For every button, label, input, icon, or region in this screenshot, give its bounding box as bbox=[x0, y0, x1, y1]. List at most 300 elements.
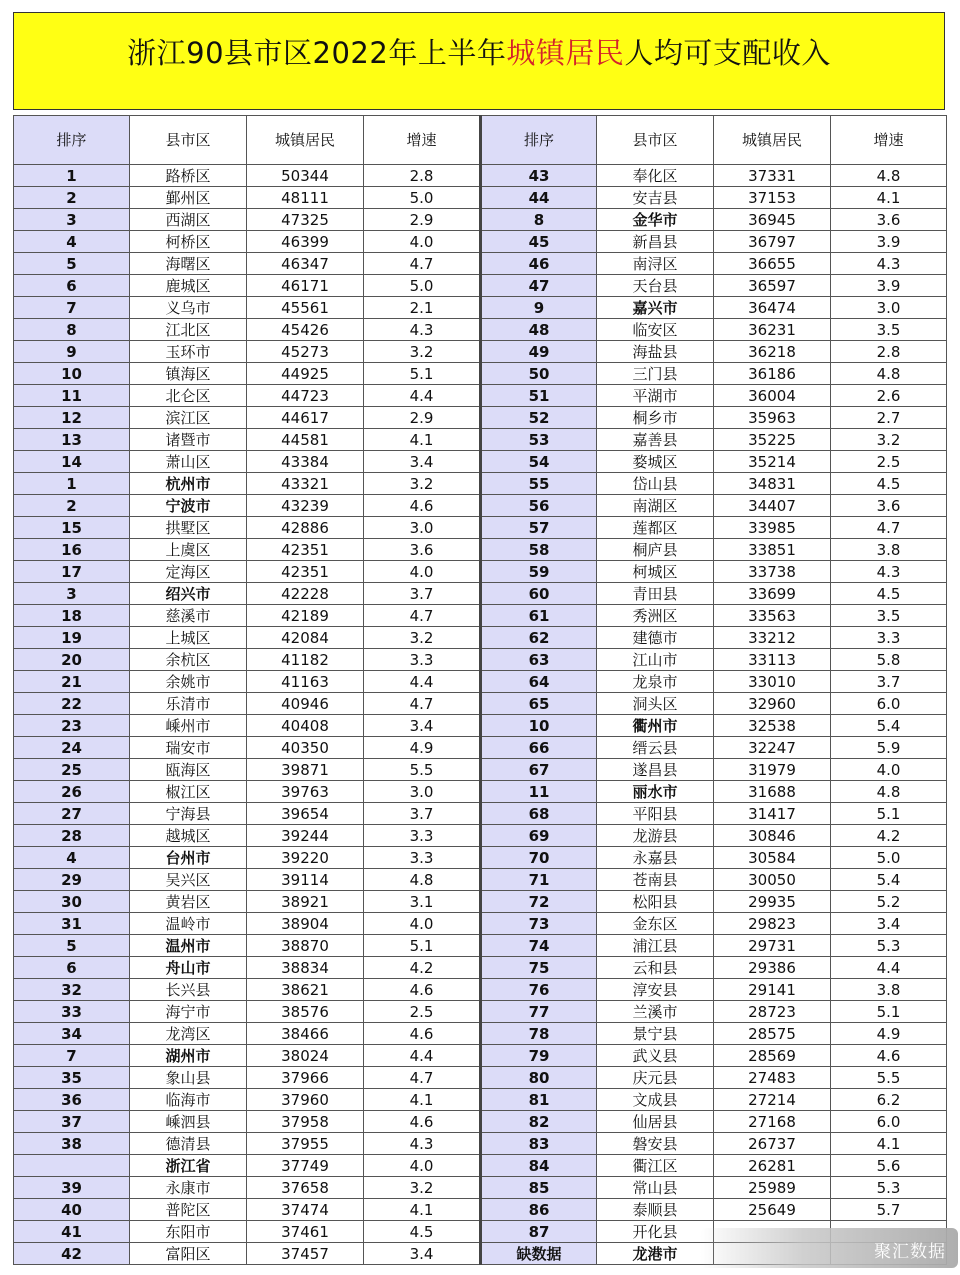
right-county-cell: 江山市 bbox=[597, 649, 714, 671]
table-row bbox=[14, 781, 947, 803]
right-income-cell: 33010 bbox=[714, 671, 831, 693]
left-county-cell: 拱墅区 bbox=[130, 517, 247, 539]
left-income-cell: 39871 bbox=[247, 759, 364, 781]
left-county-cell: 龙湾区 bbox=[130, 1023, 247, 1045]
right-county-cell: 安吉县 bbox=[597, 187, 714, 209]
right-income-cell: 31688 bbox=[714, 781, 831, 803]
left-growth-cell: 4.8 bbox=[364, 869, 481, 891]
left-rank-cell: 4 bbox=[14, 847, 130, 869]
left-income-cell: 38576 bbox=[247, 1001, 364, 1023]
right-county-cell: 金东区 bbox=[597, 913, 714, 935]
left-income-cell: 42886 bbox=[247, 517, 364, 539]
left-county-cell: 绍兴市 bbox=[130, 583, 247, 605]
left-county-cell: 海曙区 bbox=[130, 253, 247, 275]
right-growth-cell: 4.8 bbox=[831, 363, 947, 385]
table-row bbox=[14, 297, 947, 319]
right-income-cell: 36945 bbox=[714, 209, 831, 231]
right-income-cell: 36218 bbox=[714, 341, 831, 363]
right-rank-cell: 62 bbox=[481, 627, 597, 649]
left-growth-cell: 4.4 bbox=[364, 671, 481, 693]
left-growth-cell: 5.0 bbox=[364, 187, 481, 209]
right-growth-cell: 6.2 bbox=[831, 1089, 947, 1111]
right-county-cell: 龙泉市 bbox=[597, 671, 714, 693]
right-income-cell: 36231 bbox=[714, 319, 831, 341]
right-rank-cell: 85 bbox=[481, 1177, 597, 1199]
left-county-cell: 温岭市 bbox=[130, 913, 247, 935]
left-growth-cell: 4.0 bbox=[364, 1155, 481, 1177]
right-income-cell: 33563 bbox=[714, 605, 831, 627]
right-county-cell: 兰溪市 bbox=[597, 1001, 714, 1023]
left-rank-cell bbox=[14, 1155, 130, 1177]
left-rank-cell: 24 bbox=[14, 737, 130, 759]
left-growth-cell: 3.2 bbox=[364, 473, 481, 495]
table-row bbox=[14, 803, 947, 825]
left-county-cell: 瓯海区 bbox=[130, 759, 247, 781]
right-rank-cell: 64 bbox=[481, 671, 597, 693]
table-row bbox=[14, 1023, 947, 1045]
right-rank-cell: 82 bbox=[481, 1111, 597, 1133]
left-rank-cell: 2 bbox=[14, 495, 130, 517]
left-rank-cell: 7 bbox=[14, 297, 130, 319]
right-county-cell: 武义县 bbox=[597, 1045, 714, 1067]
right-growth-cell: 5.1 bbox=[831, 1001, 947, 1023]
right-county-cell: 临安区 bbox=[597, 319, 714, 341]
right-county-cell: 泰顺县 bbox=[597, 1199, 714, 1221]
left-growth-cell: 4.7 bbox=[364, 693, 481, 715]
left-growth-cell: 4.4 bbox=[364, 1045, 481, 1067]
left-growth-cell: 3.2 bbox=[364, 627, 481, 649]
left-rank-cell: 5 bbox=[14, 253, 130, 275]
left-rank-cell: 30 bbox=[14, 891, 130, 913]
right-growth-cell: 5.7 bbox=[831, 1199, 947, 1221]
left-income-cell: 39220 bbox=[247, 847, 364, 869]
left-income-cell: 44723 bbox=[247, 385, 364, 407]
table-row bbox=[14, 913, 947, 935]
table-row bbox=[14, 495, 947, 517]
left-county-cell: 湖州市 bbox=[130, 1045, 247, 1067]
table-row bbox=[14, 693, 947, 715]
right-rank-cell: 59 bbox=[481, 561, 597, 583]
left-county-cell: 鄞州区 bbox=[130, 187, 247, 209]
left-growth-cell: 4.6 bbox=[364, 1111, 481, 1133]
right-growth-cell: 3.8 bbox=[831, 539, 947, 561]
left-income-cell: 41182 bbox=[247, 649, 364, 671]
right-county-cell: 嘉兴市 bbox=[597, 297, 714, 319]
table-row bbox=[14, 891, 947, 913]
left-rank-cell: 33 bbox=[14, 1001, 130, 1023]
left-county-cell: 椒江区 bbox=[130, 781, 247, 803]
header-county-left: 县市区 bbox=[130, 116, 247, 165]
left-rank-cell: 1 bbox=[14, 165, 130, 187]
right-rank-cell: 84 bbox=[481, 1155, 597, 1177]
left-income-cell: 46171 bbox=[247, 275, 364, 297]
left-rank-cell: 22 bbox=[14, 693, 130, 715]
right-income-cell: 32538 bbox=[714, 715, 831, 737]
left-county-cell: 嵊州市 bbox=[130, 715, 247, 737]
right-income-cell: 27168 bbox=[714, 1111, 831, 1133]
right-rank-cell: 81 bbox=[481, 1089, 597, 1111]
right-county-cell: 婺城区 bbox=[597, 451, 714, 473]
left-income-cell: 37457 bbox=[247, 1243, 364, 1265]
table-row bbox=[14, 583, 947, 605]
table-row bbox=[14, 1089, 947, 1111]
left-county-cell: 诸暨市 bbox=[130, 429, 247, 451]
right-growth-cell: 5.4 bbox=[831, 869, 947, 891]
left-rank-cell: 20 bbox=[14, 649, 130, 671]
right-county-cell: 海盐县 bbox=[597, 341, 714, 363]
table-row bbox=[14, 935, 947, 957]
left-growth-cell: 4.7 bbox=[364, 1067, 481, 1089]
left-growth-cell: 2.5 bbox=[364, 1001, 481, 1023]
right-growth-cell: 3.8 bbox=[831, 979, 947, 1001]
right-county-cell: 松阳县 bbox=[597, 891, 714, 913]
left-rank-cell: 1 bbox=[14, 473, 130, 495]
right-rank-cell: 80 bbox=[481, 1067, 597, 1089]
table-row bbox=[14, 1111, 947, 1133]
table-row bbox=[14, 957, 947, 979]
title-highlight: 城镇居民 bbox=[506, 36, 625, 70]
left-income-cell: 44925 bbox=[247, 363, 364, 385]
left-county-cell: 台州市 bbox=[130, 847, 247, 869]
right-growth-cell: 4.8 bbox=[831, 165, 947, 187]
right-growth-cell: 3.5 bbox=[831, 319, 947, 341]
right-growth-cell: 5.1 bbox=[831, 803, 947, 825]
left-income-cell: 37966 bbox=[247, 1067, 364, 1089]
table-row bbox=[14, 561, 947, 583]
right-rank-cell: 61 bbox=[481, 605, 597, 627]
left-county-cell: 永康市 bbox=[130, 1177, 247, 1199]
left-income-cell: 50344 bbox=[247, 165, 364, 187]
left-income-cell: 38621 bbox=[247, 979, 364, 1001]
right-income-cell: 36004 bbox=[714, 385, 831, 407]
right-county-cell: 衢江区 bbox=[597, 1155, 714, 1177]
left-growth-cell: 3.3 bbox=[364, 649, 481, 671]
left-county-cell: 宁波市 bbox=[130, 495, 247, 517]
left-income-cell: 38024 bbox=[247, 1045, 364, 1067]
right-income-cell: 36474 bbox=[714, 297, 831, 319]
right-rank-cell: 65 bbox=[481, 693, 597, 715]
right-rank-cell: 69 bbox=[481, 825, 597, 847]
left-growth-cell: 3.7 bbox=[364, 583, 481, 605]
left-rank-cell: 37 bbox=[14, 1111, 130, 1133]
right-income-cell: 36186 bbox=[714, 363, 831, 385]
header-income-left: 城镇居民 bbox=[247, 116, 364, 165]
right-county-cell: 桐乡市 bbox=[597, 407, 714, 429]
left-income-cell: 41163 bbox=[247, 671, 364, 693]
left-growth-cell: 5.0 bbox=[364, 275, 481, 297]
left-growth-cell: 3.6 bbox=[364, 539, 481, 561]
header-income-right: 城镇居民 bbox=[714, 116, 831, 165]
right-growth-cell: 4.4 bbox=[831, 957, 947, 979]
left-growth-cell: 4.2 bbox=[364, 957, 481, 979]
right-growth-cell: 5.8 bbox=[831, 649, 947, 671]
right-income-cell: 33212 bbox=[714, 627, 831, 649]
right-rank-cell: 76 bbox=[481, 979, 597, 1001]
left-county-cell: 余姚市 bbox=[130, 671, 247, 693]
right-county-cell: 景宁县 bbox=[597, 1023, 714, 1045]
right-rank-cell: 79 bbox=[481, 1045, 597, 1067]
left-growth-cell: 3.3 bbox=[364, 825, 481, 847]
left-growth-cell: 3.4 bbox=[364, 1243, 481, 1265]
right-rank-cell: 46 bbox=[481, 253, 597, 275]
table-row bbox=[14, 869, 947, 891]
right-rank-cell: 87 bbox=[481, 1221, 597, 1243]
right-growth-cell: 4.0 bbox=[831, 759, 947, 781]
left-rank-cell: 17 bbox=[14, 561, 130, 583]
left-county-cell: 黄岩区 bbox=[130, 891, 247, 913]
right-income-cell: 31417 bbox=[714, 803, 831, 825]
left-income-cell: 47325 bbox=[247, 209, 364, 231]
left-growth-cell: 3.7 bbox=[364, 803, 481, 825]
right-rank-cell: 68 bbox=[481, 803, 597, 825]
left-rank-cell: 39 bbox=[14, 1177, 130, 1199]
left-county-cell: 嵊泗县 bbox=[130, 1111, 247, 1133]
right-rank-cell: 72 bbox=[481, 891, 597, 913]
right-growth-cell: 4.8 bbox=[831, 781, 947, 803]
table-row bbox=[14, 627, 947, 649]
right-growth-cell: 4.3 bbox=[831, 253, 947, 275]
left-growth-cell: 2.9 bbox=[364, 407, 481, 429]
title-prefix: 浙江90县市区2022年上半年 bbox=[127, 36, 507, 70]
left-rank-cell: 11 bbox=[14, 385, 130, 407]
right-rank-cell: 75 bbox=[481, 957, 597, 979]
right-growth-cell: 3.6 bbox=[831, 209, 947, 231]
right-growth-cell: 5.3 bbox=[831, 935, 947, 957]
left-rank-cell: 6 bbox=[14, 275, 130, 297]
right-rank-cell: 45 bbox=[481, 231, 597, 253]
left-county-cell: 临海市 bbox=[130, 1089, 247, 1111]
watermark-text: 聚汇数据 bbox=[874, 1242, 946, 1262]
left-rank-cell: 8 bbox=[14, 319, 130, 341]
table-row bbox=[14, 275, 947, 297]
left-growth-cell: 3.0 bbox=[364, 781, 481, 803]
right-rank-cell: 54 bbox=[481, 451, 597, 473]
left-county-cell: 温州市 bbox=[130, 935, 247, 957]
left-rank-cell: 14 bbox=[14, 451, 130, 473]
left-county-cell: 浙江省 bbox=[130, 1155, 247, 1177]
left-income-cell: 38921 bbox=[247, 891, 364, 913]
right-income-cell: 29823 bbox=[714, 913, 831, 935]
right-growth-cell: 3.4 bbox=[831, 913, 947, 935]
right-county-cell: 丽水市 bbox=[597, 781, 714, 803]
table-row bbox=[14, 165, 947, 187]
table-row bbox=[14, 363, 947, 385]
left-county-cell: 象山县 bbox=[130, 1067, 247, 1089]
right-growth-cell: 3.3 bbox=[831, 627, 947, 649]
right-growth-cell: 4.2 bbox=[831, 825, 947, 847]
right-income-cell: 36597 bbox=[714, 275, 831, 297]
left-rank-cell: 34 bbox=[14, 1023, 130, 1045]
left-growth-cell: 4.1 bbox=[364, 1089, 481, 1111]
right-county-cell: 缙云县 bbox=[597, 737, 714, 759]
right-county-cell: 庆元县 bbox=[597, 1067, 714, 1089]
right-growth-cell: 3.6 bbox=[831, 495, 947, 517]
left-rank-cell: 29 bbox=[14, 869, 130, 891]
left-county-cell: 玉环市 bbox=[130, 341, 247, 363]
table-row bbox=[14, 231, 947, 253]
left-income-cell: 37958 bbox=[247, 1111, 364, 1133]
right-rank-cell: 53 bbox=[481, 429, 597, 451]
left-rank-cell: 3 bbox=[14, 209, 130, 231]
right-growth-cell: 2.7 bbox=[831, 407, 947, 429]
left-income-cell: 40408 bbox=[247, 715, 364, 737]
left-income-cell: 40350 bbox=[247, 737, 364, 759]
table-header-row bbox=[14, 116, 947, 165]
right-income-cell: 30050 bbox=[714, 869, 831, 891]
left-rank-cell: 36 bbox=[14, 1089, 130, 1111]
right-county-cell: 南湖区 bbox=[597, 495, 714, 517]
right-growth-cell: 3.0 bbox=[831, 297, 947, 319]
table-row bbox=[14, 451, 947, 473]
right-growth-cell: 4.7 bbox=[831, 517, 947, 539]
right-rank-cell: 83 bbox=[481, 1133, 597, 1155]
right-growth-cell: 4.5 bbox=[831, 473, 947, 495]
left-county-cell: 慈溪市 bbox=[130, 605, 247, 627]
left-county-cell: 路桥区 bbox=[130, 165, 247, 187]
right-income-cell: 27214 bbox=[714, 1089, 831, 1111]
left-growth-cell: 5.1 bbox=[364, 935, 481, 957]
table-row bbox=[14, 671, 947, 693]
right-income-cell: 33113 bbox=[714, 649, 831, 671]
right-growth-cell: 5.3 bbox=[831, 1177, 947, 1199]
left-rank-cell: 21 bbox=[14, 671, 130, 693]
left-rank-cell: 18 bbox=[14, 605, 130, 627]
left-income-cell: 42351 bbox=[247, 561, 364, 583]
right-rank-cell: 60 bbox=[481, 583, 597, 605]
table-row bbox=[14, 1045, 947, 1067]
right-rank-cell: 48 bbox=[481, 319, 597, 341]
right-growth-cell: 5.9 bbox=[831, 737, 947, 759]
table-row bbox=[14, 407, 947, 429]
left-county-cell: 东阳市 bbox=[130, 1221, 247, 1243]
table-row bbox=[14, 385, 947, 407]
right-income-cell: 32960 bbox=[714, 693, 831, 715]
right-rank-cell: 8 bbox=[481, 209, 597, 231]
left-income-cell: 44581 bbox=[247, 429, 364, 451]
right-rank-cell: 63 bbox=[481, 649, 597, 671]
left-growth-cell: 4.5 bbox=[364, 1221, 481, 1243]
right-income-cell: 37153 bbox=[714, 187, 831, 209]
left-rank-cell: 27 bbox=[14, 803, 130, 825]
right-rank-cell: 52 bbox=[481, 407, 597, 429]
left-income-cell: 40946 bbox=[247, 693, 364, 715]
left-income-cell: 37749 bbox=[247, 1155, 364, 1177]
right-county-cell: 龙港市 bbox=[597, 1243, 714, 1265]
right-income-cell: 28723 bbox=[714, 1001, 831, 1023]
left-growth-cell: 3.2 bbox=[364, 341, 481, 363]
right-county-cell: 青田县 bbox=[597, 583, 714, 605]
left-rank-cell: 2 bbox=[14, 187, 130, 209]
left-rank-cell: 42 bbox=[14, 1243, 130, 1265]
right-income-cell: 32247 bbox=[714, 737, 831, 759]
right-growth-cell: 2.6 bbox=[831, 385, 947, 407]
left-county-cell: 富阳区 bbox=[130, 1243, 247, 1265]
left-income-cell: 42189 bbox=[247, 605, 364, 627]
right-income-cell: 33851 bbox=[714, 539, 831, 561]
left-county-cell: 柯桥区 bbox=[130, 231, 247, 253]
right-income-cell: 29141 bbox=[714, 979, 831, 1001]
right-rank-cell: 67 bbox=[481, 759, 597, 781]
left-income-cell: 37658 bbox=[247, 1177, 364, 1199]
right-income-cell: 36797 bbox=[714, 231, 831, 253]
right-income-cell: 26737 bbox=[714, 1133, 831, 1155]
right-rank-cell: 56 bbox=[481, 495, 597, 517]
right-rank-cell: 51 bbox=[481, 385, 597, 407]
right-rank-cell: 49 bbox=[481, 341, 597, 363]
left-rank-cell: 41 bbox=[14, 1221, 130, 1243]
header-growth-right: 增速 bbox=[831, 116, 947, 165]
right-income-cell: 33699 bbox=[714, 583, 831, 605]
right-county-cell: 桐庐县 bbox=[597, 539, 714, 561]
right-income-cell: 25989 bbox=[714, 1177, 831, 1199]
left-county-cell: 普陀区 bbox=[130, 1199, 247, 1221]
left-income-cell: 42084 bbox=[247, 627, 364, 649]
left-growth-cell: 4.1 bbox=[364, 429, 481, 451]
left-rank-cell: 32 bbox=[14, 979, 130, 1001]
right-rank-cell: 58 bbox=[481, 539, 597, 561]
left-rank-cell: 28 bbox=[14, 825, 130, 847]
table-row bbox=[14, 979, 947, 1001]
table-row bbox=[14, 1177, 947, 1199]
right-income-cell: 28575 bbox=[714, 1023, 831, 1045]
left-rank-cell: 15 bbox=[14, 517, 130, 539]
left-income-cell: 39114 bbox=[247, 869, 364, 891]
table-row bbox=[14, 473, 947, 495]
left-income-cell: 38466 bbox=[247, 1023, 364, 1045]
right-rank-cell: 缺数据 bbox=[481, 1243, 597, 1265]
right-income-cell: 28569 bbox=[714, 1045, 831, 1067]
right-growth-cell: 3.9 bbox=[831, 275, 947, 297]
left-income-cell: 37955 bbox=[247, 1133, 364, 1155]
right-growth-cell: 6.0 bbox=[831, 1111, 947, 1133]
right-county-cell: 秀洲区 bbox=[597, 605, 714, 627]
table-row bbox=[14, 319, 947, 341]
left-income-cell: 42351 bbox=[247, 539, 364, 561]
table-row bbox=[14, 539, 947, 561]
left-growth-cell: 4.0 bbox=[364, 231, 481, 253]
right-growth-cell: 5.5 bbox=[831, 1067, 947, 1089]
right-income-cell: 30584 bbox=[714, 847, 831, 869]
left-income-cell: 43239 bbox=[247, 495, 364, 517]
right-county-cell: 磐安县 bbox=[597, 1133, 714, 1155]
table-row bbox=[14, 187, 947, 209]
left-growth-cell: 3.2 bbox=[364, 1177, 481, 1199]
right-income-cell: 29935 bbox=[714, 891, 831, 913]
table-row bbox=[14, 209, 947, 231]
right-income-cell: 35214 bbox=[714, 451, 831, 473]
left-income-cell: 37960 bbox=[247, 1089, 364, 1111]
right-county-cell: 龙游县 bbox=[597, 825, 714, 847]
right-county-cell: 遂昌县 bbox=[597, 759, 714, 781]
left-rank-cell: 31 bbox=[14, 913, 130, 935]
right-rank-cell: 44 bbox=[481, 187, 597, 209]
right-rank-cell: 73 bbox=[481, 913, 597, 935]
right-county-cell: 新昌县 bbox=[597, 231, 714, 253]
right-growth-cell: 4.1 bbox=[831, 1133, 947, 1155]
right-rank-cell: 50 bbox=[481, 363, 597, 385]
header-rank-right: 排序 bbox=[481, 116, 597, 165]
left-rank-cell: 35 bbox=[14, 1067, 130, 1089]
right-county-cell: 莲都区 bbox=[597, 517, 714, 539]
table-row bbox=[14, 649, 947, 671]
right-rank-cell: 9 bbox=[481, 297, 597, 319]
table-row bbox=[14, 737, 947, 759]
right-income-cell: 36655 bbox=[714, 253, 831, 275]
right-county-cell: 淳安县 bbox=[597, 979, 714, 1001]
table-row bbox=[14, 825, 947, 847]
right-county-cell: 天台县 bbox=[597, 275, 714, 297]
table-row bbox=[14, 517, 947, 539]
